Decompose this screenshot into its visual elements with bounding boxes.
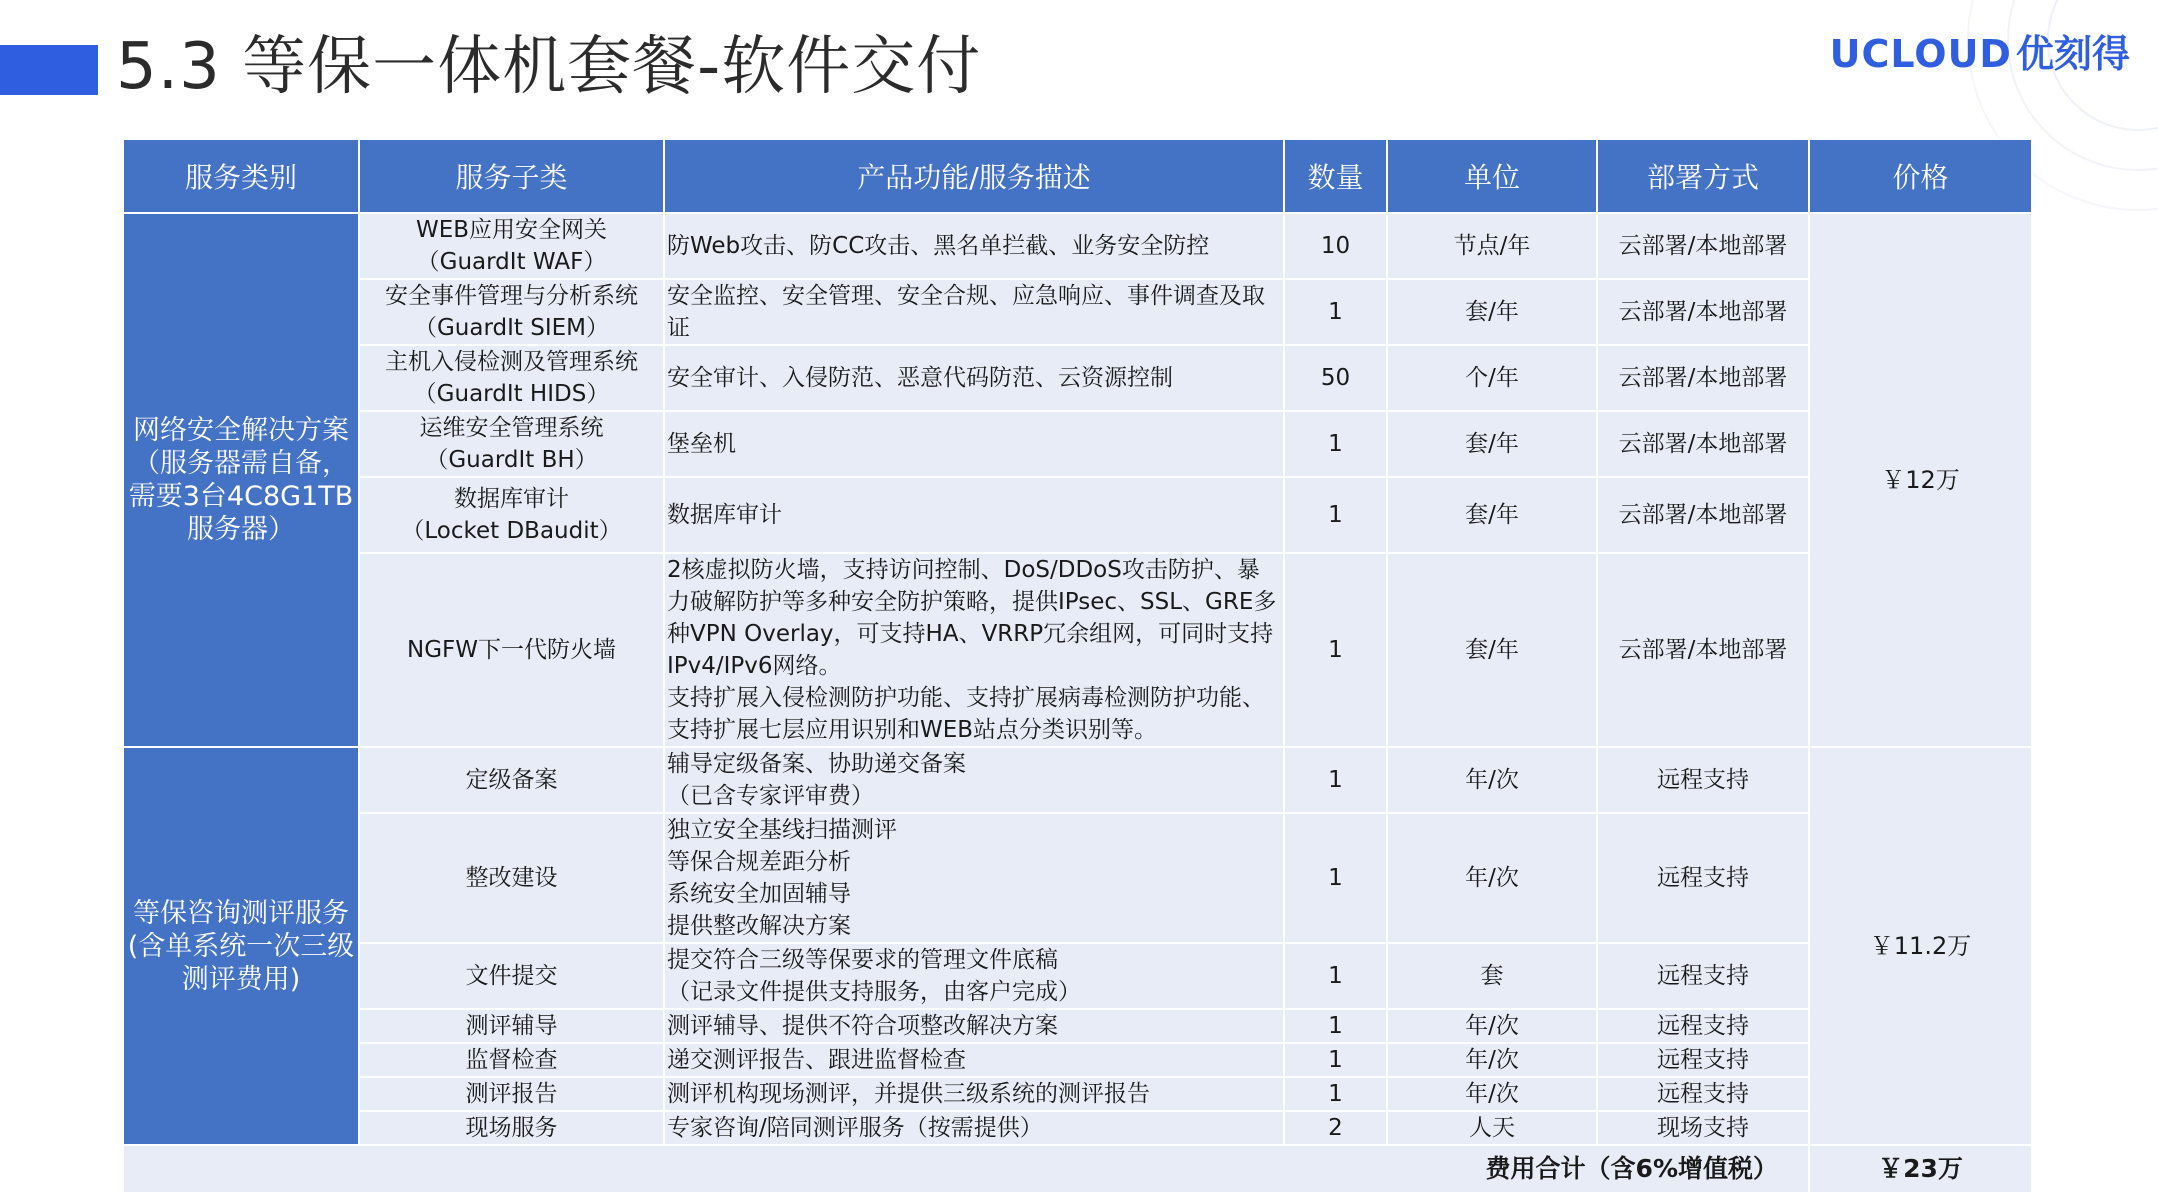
col-header-quantity: 数量 [1284, 139, 1387, 213]
description-cell: 递交测评报告、跟进监督检查 [664, 1043, 1284, 1077]
deploy-cell: 远程支持 [1597, 813, 1809, 943]
description-cell: 防Web攻击、防CC攻击、黑名单拦截、业务安全防控 [664, 213, 1284, 279]
unit-cell: 人天 [1387, 1111, 1597, 1145]
table-row [123, 1009, 2032, 1043]
unit-cell: 年/次 [1387, 1043, 1597, 1077]
subcategory-cell: 定级备案 [359, 747, 664, 813]
quantity-cell: 1 [1284, 943, 1387, 1009]
quantity-cell: 1 [1284, 747, 1387, 813]
description-cell: 测评辅导、提供不符合项整改解决方案 [664, 1009, 1284, 1043]
col-header-price: 价格 [1809, 139, 2032, 213]
logo-text-en: UCLOUD [1829, 32, 2012, 76]
unit-cell: 套/年 [1387, 553, 1597, 747]
logo-text-cn: 优刻得 [2015, 32, 2130, 76]
deploy-cell: 远程支持 [1597, 1043, 1809, 1077]
quantity-cell: 1 [1284, 1077, 1387, 1111]
table-row [123, 813, 2032, 943]
quantity-cell: 1 [1284, 553, 1387, 747]
table-row [123, 1043, 2032, 1077]
page-title: 5.3 等保一体机套餐-软件交付 [116, 30, 982, 104]
description-cell: 安全审计、入侵防范、恶意代码防范、云资源控制 [664, 345, 1284, 411]
table-row [123, 747, 2032, 813]
unit-cell: 套/年 [1387, 279, 1597, 345]
price-cell: ￥11.2万 [1809, 747, 2032, 1145]
subcategory-cell: 测评辅导 [359, 1009, 664, 1043]
table-row [123, 345, 2032, 411]
deploy-cell: 云部署/本地部署 [1597, 345, 1809, 411]
unit-cell: 年/次 [1387, 1077, 1597, 1111]
unit-cell: 年/次 [1387, 747, 1597, 813]
category-cell: 网络安全解决方案（服务器需自备，需要3台4C8G1TB服务器） [123, 213, 359, 747]
quantity-cell: 1 [1284, 813, 1387, 943]
total-row [123, 1145, 2032, 1193]
description-cell: 2核虚拟防火墙，支持访问控制、DoS/DDoS攻击防护、暴力破解防护等多种安全防护策略，提供IPsec、SSL、GRE多种VPN Overlay，可支持HA、VRRP冗余组网，可同时支持IPv4/IPv6网络。 支持扩展入侵检测防护功能、支持扩展病毒检测防护功能、支持扩展七层应用识别和WEB站点分类识别等。 [664, 553, 1284, 747]
quantity-cell: 1 [1284, 411, 1387, 477]
subcategory-cell: 现场服务 [359, 1111, 664, 1145]
quantity-cell: 1 [1284, 279, 1387, 345]
table-row [123, 553, 2032, 747]
description-cell: 堡垒机 [664, 411, 1284, 477]
table-row [123, 943, 2032, 1009]
description-cell: 测评机构现场测评，并提供三级系统的测评报告 [664, 1077, 1284, 1111]
deploy-cell: 云部署/本地部署 [1597, 411, 1809, 477]
description-cell: 安全监控、安全管理、安全合规、应急响应、事件调查及取证 [664, 279, 1284, 345]
subcategory-cell: 数据库审计 （Locket DBaudit） [359, 477, 664, 553]
description-cell: 数据库审计 [664, 477, 1284, 553]
table-row [123, 279, 2032, 345]
ucloud-logo [1830, 24, 2130, 84]
col-header-description: 产品功能/服务描述 [664, 139, 1284, 213]
col-header-deploy: 部署方式 [1597, 139, 1809, 213]
unit-cell: 套/年 [1387, 477, 1597, 553]
quantity-cell: 1 [1284, 477, 1387, 553]
table-row [123, 411, 2032, 477]
unit-cell: 套/年 [1387, 411, 1597, 477]
table-row [123, 1077, 2032, 1111]
deploy-cell: 云部署/本地部署 [1597, 553, 1809, 747]
unit-cell: 个/年 [1387, 345, 1597, 411]
deploy-cell: 云部署/本地部署 [1597, 279, 1809, 345]
subcategory-cell: WEB应用安全网关 （GuardIt WAF） [359, 213, 664, 279]
deploy-cell: 云部署/本地部署 [1597, 213, 1809, 279]
deploy-cell: 云部署/本地部署 [1597, 477, 1809, 553]
subcategory-cell: 主机入侵检测及管理系统 （GuardIt HIDS） [359, 345, 664, 411]
deploy-cell: 远程支持 [1597, 1077, 1809, 1111]
deploy-cell: 远程支持 [1597, 1009, 1809, 1043]
description-cell: 提交符合三级等保要求的管理文件底稿 （记录文件提供支持服务，由客户完成） [664, 943, 1284, 1009]
total-price: ￥23万 [1809, 1145, 2032, 1193]
unit-cell: 套 [1387, 943, 1597, 1009]
subcategory-cell: NGFW下一代防火墙 [359, 553, 664, 747]
table-header-row [123, 139, 2032, 213]
category-cell: 等保咨询测评服务(含单系统一次三级测评费用) [123, 747, 359, 1145]
quantity-cell: 2 [1284, 1111, 1387, 1145]
price-cell: ￥12万 [1809, 213, 2032, 747]
table-row [123, 213, 2032, 279]
table-row [123, 1111, 2032, 1145]
unit-cell: 节点/年 [1387, 213, 1597, 279]
description-cell: 专家咨询/陪同测评服务（按需提供） [664, 1111, 1284, 1145]
subcategory-cell: 运维安全管理系统 （GuardIt BH） [359, 411, 664, 477]
quantity-cell: 1 [1284, 1009, 1387, 1043]
total-label: 费用合计（含6%增值税） [123, 1145, 1809, 1193]
quantity-cell: 50 [1284, 345, 1387, 411]
description-cell: 辅导定级备案、协助递交备案 （已含专家评审费） [664, 747, 1284, 813]
quantity-cell: 1 [1284, 1043, 1387, 1077]
subcategory-cell: 测评报告 [359, 1077, 664, 1111]
deploy-cell: 远程支持 [1597, 747, 1809, 813]
unit-cell: 年/次 [1387, 813, 1597, 943]
description-cell: 独立安全基线扫描测评 等保合规差距分析 系统安全加固辅导 提供整改解决方案 [664, 813, 1284, 943]
subcategory-cell: 监督检查 [359, 1043, 664, 1077]
title-accent-bar [0, 45, 98, 95]
table-row [123, 477, 2032, 553]
col-header-subcategory: 服务子类 [359, 139, 664, 213]
quantity-cell: 10 [1284, 213, 1387, 279]
unit-cell: 年/次 [1387, 1009, 1597, 1043]
deploy-cell: 远程支持 [1597, 943, 1809, 1009]
col-header-category: 服务类别 [123, 139, 359, 213]
col-header-unit: 单位 [1387, 139, 1597, 213]
subcategory-cell: 文件提交 [359, 943, 664, 1009]
package-table [122, 138, 2033, 1194]
subcategory-cell: 整改建设 [359, 813, 664, 943]
deploy-cell: 现场支持 [1597, 1111, 1809, 1145]
subcategory-cell: 安全事件管理与分析系统 （GuardIt SIEM） [359, 279, 664, 345]
